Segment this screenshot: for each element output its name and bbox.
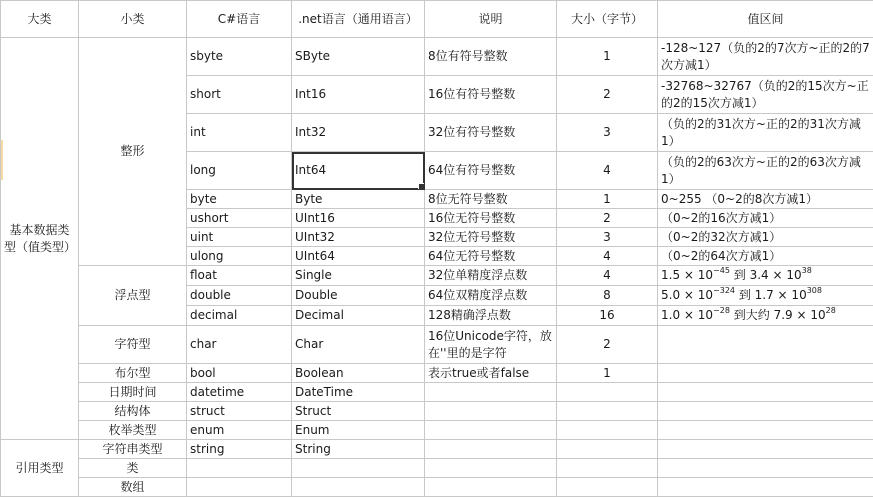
header-csharp[interactable]: C#语言 [187,1,292,38]
cell-cs[interactable]: decimal [187,306,292,326]
cell-cs[interactable]: sbyte [187,38,292,76]
cell-cs[interactable] [187,459,292,478]
cell-desc[interactable]: 64位双精度浮点数 [425,286,557,306]
cell-desc[interactable]: 16位有符号整数 [425,76,557,114]
cell-net[interactable]: DateTime [292,383,425,402]
cell-cs[interactable]: short [187,76,292,114]
header-row [1,1,873,38]
subcategory-enum[interactable]: 枚举类型 [79,421,187,440]
table-row [1,478,873,497]
cell-desc[interactable] [425,383,557,402]
cell-cs[interactable]: float [187,266,292,286]
cell-range[interactable] [658,364,873,383]
cell-cs[interactable]: datetime [187,383,292,402]
cell-desc[interactable] [425,421,557,440]
cell-cs[interactable]: bool [187,364,292,383]
cell-range[interactable]: （0~2的32次方减1） [658,228,873,247]
cell-desc[interactable]: 16位无符号整数 [425,209,557,228]
cell-size[interactable] [557,421,658,440]
cell-size[interactable]: 1 [557,190,658,209]
cell-desc[interactable]: 32位无符号整数 [425,228,557,247]
cell-range[interactable]: 0~255 （0~2的8次方减1） [658,190,873,209]
cell-net[interactable]: Int32 [292,114,425,152]
cell-range[interactable] [658,421,873,440]
cell-desc[interactable]: 32位单精度浮点数 [425,266,557,286]
subcategory-class[interactable]: 类 [79,459,187,478]
cell-size[interactable]: 3 [557,228,658,247]
cell-net[interactable]: Single [292,266,425,286]
cell-net[interactable]: Decimal [292,306,425,326]
cell-desc[interactable]: 8位无符号整数 [425,190,557,209]
cell-cs[interactable]: enum [187,421,292,440]
cell-cs[interactable]: double [187,286,292,306]
cell-net[interactable]: UInt32 [292,228,425,247]
cell-size[interactable]: 1 [557,364,658,383]
cell-range[interactable]: （负的2的31次方~正的2的31次方减1） [658,114,873,152]
table-row [1,421,873,440]
cell-size[interactable]: 2 [557,209,658,228]
cell-size[interactable]: 1 [557,38,658,76]
cell-desc[interactable]: 64位无符号整数 [425,247,557,266]
cell-range[interactable]: $5.0 \times 10^{-324}$ 到 $1.7 \times 10^{308}$ [658,286,873,306]
cell-range[interactable]: （负的2的63次方~正的2的63次方减1） [658,152,873,190]
cell-cs[interactable]: ulong [187,247,292,266]
subcategory-struct[interactable]: 结构体 [79,402,187,421]
cell-cs[interactable]: struct [187,402,292,421]
cell-desc[interactable]: 64位有符号整数 [425,152,557,190]
subcategory-array[interactable]: 数组 [79,478,187,497]
cell-size[interactable] [557,440,658,459]
cell-range[interactable] [658,478,873,497]
table-row [1,266,873,286]
cell-desc[interactable] [425,440,557,459]
cell-net[interactable]: String [292,440,425,459]
cell-range[interactable]: -32768~32767（负的2的15次方~正的2的15次方减1） [658,76,873,114]
category-basic[interactable]: 基本数据类型（值类型） [1,38,79,440]
subcategory-float[interactable]: 浮点型 [79,266,187,326]
header-category[interactable]: 大类 [1,1,79,38]
cell-size[interactable]: 2 [557,76,658,114]
cell-size[interactable]: 3 [557,114,658,152]
cell-net[interactable]: Boolean [292,364,425,383]
header-dotnet[interactable]: .net语言（通用语言） [292,1,425,38]
cell-size[interactable] [557,478,658,497]
cell-size[interactable]: 16 [557,306,658,326]
cell-cs[interactable]: long [187,152,292,190]
cell-net[interactable]: Int16 [292,76,425,114]
cell-net: Int64 [295,163,326,177]
cell-range[interactable] [658,326,873,364]
header-description[interactable]: 说明 [425,1,557,38]
cell-desc[interactable]: 表示true或者false [425,364,557,383]
cell-net[interactable]: UInt64 [292,247,425,266]
cell-desc[interactable] [425,459,557,478]
cell-size[interactable]: 4 [557,247,658,266]
cell-size[interactable]: 8 [557,286,658,306]
subcategory-integer[interactable]: 整形 [79,38,187,266]
cell-size[interactable] [557,402,658,421]
cell-net[interactable]: SByte [292,38,425,76]
cell-range[interactable]: （0~2的64次方减1） [658,247,873,266]
fill-handle[interactable] [418,183,425,190]
category-reference[interactable]: 引用类型 [1,440,79,497]
subcategory-string[interactable]: 字符串类型 [79,440,187,459]
cell-range[interactable]: $1.5 \times 10^{-45}$ 到 $3.4 \times 10^{38}$ [658,266,873,286]
cell-cs[interactable]: ushort [187,209,292,228]
cell-desc[interactable]: 128精确浮点数 [425,306,557,326]
cell-cs[interactable]: string [187,440,292,459]
cell-cs[interactable] [187,478,292,497]
cell-net[interactable]: Struct [292,402,425,421]
table-row [1,383,873,402]
table-row [1,364,873,383]
cell-desc[interactable] [425,478,557,497]
subcategory-datetime[interactable]: 日期时间 [79,383,187,402]
table-row [1,459,873,478]
cell-desc[interactable]: 8位有符号整数 [425,38,557,76]
cell-cs[interactable]: int [187,114,292,152]
cell-net[interactable]: Enum [292,421,425,440]
cell-range[interactable] [658,383,873,402]
cell-net[interactable]: Byte [292,190,425,209]
header-range[interactable]: 值区间 [658,1,873,38]
cell-range[interactable]: （0~2的16次方减1） [658,209,873,228]
cell-size[interactable] [557,459,658,478]
subcategory-bool[interactable]: 布尔型 [79,364,187,383]
cell-net[interactable]: Char [292,326,425,364]
cell-cs[interactable]: uint [187,228,292,247]
subcategory-char[interactable]: 字符型 [79,326,187,364]
selected-cell[interactable] [292,152,425,190]
cell-size[interactable]: 4 [557,152,658,190]
cell-desc[interactable]: 16位Unicode字符，放在''里的是字符 [425,326,557,364]
cell-size[interactable]: 4 [557,266,658,286]
cell-cs[interactable]: byte [187,190,292,209]
table-row [1,402,873,421]
table-row [1,326,873,364]
header-subcategory[interactable]: 小类 [79,1,187,38]
table-row [1,440,873,459]
cell-net[interactable] [292,478,425,497]
table-row [1,38,873,76]
cell-net[interactable] [292,459,425,478]
cell-net[interactable]: UInt16 [292,209,425,228]
cell-desc[interactable]: 32位有符号整数 [425,114,557,152]
cell-size[interactable]: 2 [557,326,658,364]
cell-cs[interactable]: char [187,326,292,364]
header-size[interactable]: 大小（字节） [557,1,658,38]
cell-range[interactable]: -128~127（负的2的7次方~正的2的7次方减1） [658,38,873,76]
cell-range[interactable] [658,402,873,421]
cell-range[interactable] [658,440,873,459]
cell-size[interactable] [557,383,658,402]
cell-range[interactable] [658,459,873,478]
cell-range[interactable]: $1.0 \times 10^{-28}$ 到大约 $7.9 \times 10^{28}$ [658,306,873,326]
cell-net[interactable]: Double [292,286,425,306]
cell-desc[interactable] [425,402,557,421]
